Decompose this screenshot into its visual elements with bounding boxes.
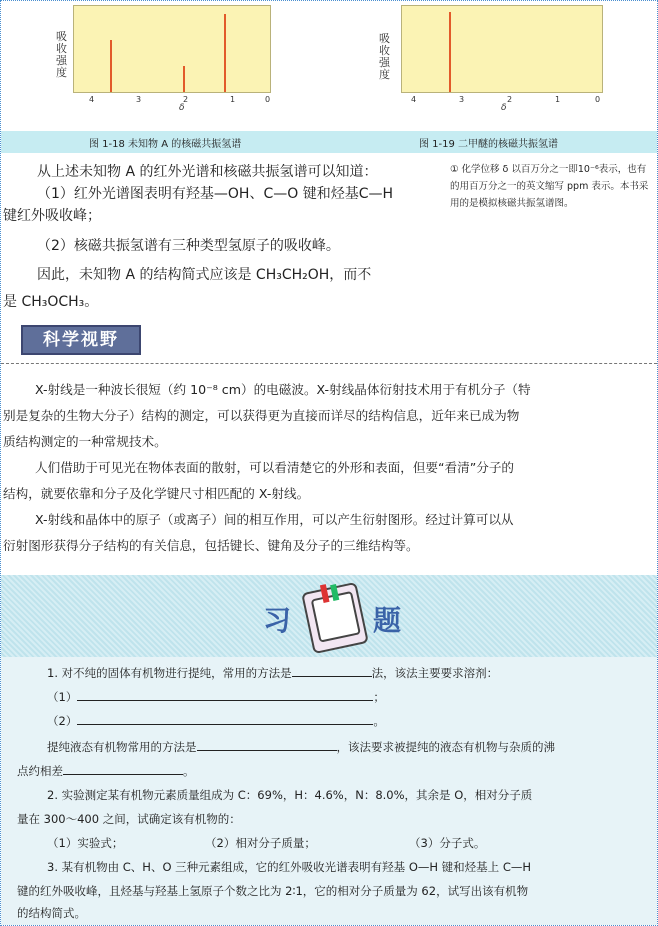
main-paragraph-line: （1）红外光谱图表明有羟基—OH、C—O 键和烃基C—H: [37, 186, 394, 202]
plot-area: [401, 5, 603, 93]
question-1-item-2: （2） 。: [47, 711, 385, 731]
question-2-line: 2. 实验测定某有机物元素质量组成为 C：69%，H：4.6%，N：8.0%，其余是 O，相对分子质: [47, 788, 533, 802]
main-paragraph-line: （2）核磁共振氢谱有三种类型氢原子的吸收峰。: [37, 238, 340, 254]
xray-paragraph-line: 别是复杂的生物大分子）结构的测定，可以获得更为直接而详尽的结构信息，近年来已成为物: [3, 408, 520, 423]
xray-paragraph-line: 衍射图形获得分子结构的有关信息，包括键长、键角及分子的三维结构等。: [3, 538, 419, 553]
xray-paragraph-line: 质结构测定的一种常规技术。: [3, 434, 167, 449]
answer-blank[interactable]: [63, 761, 183, 775]
xray-paragraph-line: 结构，就要依靠和分子及化学键尺寸相匹配的 X-射线。: [3, 486, 310, 501]
figure-caption-1-19: 图 1-19 二甲醚的核磁共振氢谱: [419, 139, 559, 150]
answer-blank[interactable]: [77, 687, 373, 701]
question-1: 1. 对不纯的固体有机物进行提纯，常用的方法是 法，该法主要要求溶剂：: [47, 663, 498, 683]
plot-area: [73, 5, 271, 93]
peak-3.3: [449, 12, 451, 92]
answer-blank[interactable]: [77, 711, 373, 725]
x-axis-label: δ: [501, 103, 507, 113]
xray-paragraph-line: X-射线和晶体中的原子（或离子）间的相互作用，可以产生衍射图形。经过计算可以从: [35, 512, 514, 527]
question-1-liquid-2: 点约相差 。: [17, 761, 195, 781]
main-paragraph-line: 是 CH₃OCH₃。: [3, 294, 99, 310]
xray-paragraph-line: X-射线是一种波长很短（约 10⁻⁸ cm）的电磁波。X-射线晶体衍射技术用于有机分子（特: [35, 382, 531, 397]
answer-blank[interactable]: [292, 663, 372, 677]
exercise-title-right: 题: [373, 604, 402, 637]
xray-paragraph-line: 人们借助于可见光在物体表面的散射，可以看清楚它的外形和表面，但要“看清”分子的: [35, 460, 515, 475]
main-paragraph-line: 键红外吸收峰；: [3, 208, 101, 224]
question-1-item-1: （1） ；: [47, 687, 385, 707]
exercise-title-left: 习: [263, 604, 292, 637]
answer-blank[interactable]: [197, 737, 337, 751]
question-3-line: 的结构简式。: [17, 906, 86, 920]
peak-2.0: [183, 66, 185, 92]
question-2-item: （1）实验式；: [47, 836, 124, 850]
science-view-badge: 科学视野: [21, 325, 141, 355]
peak-1.2: [224, 14, 226, 92]
textbook-page: 吸 收 强 度 4 3 2 1 0 δ 吸 收 强 度 4 3 2 1 0 δ 图 1-18 未知物 A 的核磁共振氢谱 图 1-19 二甲醚的核磁共振氢谱 从上述未知物 A 的红外光谱和核磁共振氢谱可以知道： （1）红外光谱图表明有羟基—OH、C—O 键和烃基C—H 键红外吸收峰； （2）核磁共振氢谱有三种类型氢原子的吸收峰。 因此，未知物 A 的结构简式应该是 CH₃CH₂OH，而不 是 CH₃OCH₃。 ① 化学位移 δ 以百万分之一即10⁻⁶表示，也有的用百万分之一的英文缩写 ppm 表示。本书采用的是模拟核磁共振氢谱图。 科学视野 X-射线是一种波长很短（约 10⁻⁸ cm）的电磁波。X-射线晶体衍射技术用于有机分子（特 别是复杂的生物大分子）结构的测定，可以获得更为直接而详尽的结构信息，近年来已成为物 质结构测定的一种常规技术。 人们借助于可见光在物体表面的散射，可以看清楚它的外形和表面，但要“看清”分子的 结构，就要依靠和分子及化学键尺寸相匹配的 X-射线。 X-射线和晶体中的原子（或离子）间的相互作用，可以产生衍射图形。经过计算可以从 衍射图形获得分子结构的有关信息，包括键长、键角及分子的三维结构等。 习 题 1. 对不纯的固体有机物进行提纯，常用的方法是 法，该法主要要求溶剂： （1） ； （2） 。 提纯液态有机物常用的方法是 ，该法要求被提纯的液态有机物与杂质的沸 点约相差 。 2. 实验测定某有机物元素质量组成为 C：69%，H：4.6%，N：8.0%，其余是 O，相对分子质 量在 300～400 之间，试确定该有机物的： （1）实验式； （2）相对分子质量； （3）分子式。 3. 某有机物由 C、H、O 三种元素组成，它的红外吸收光谱表明有羟基 O—H 键和烃基上 C—H 键的红外吸收峰，且烃基与羟基上氢原子个数之比为 2∶1，它的相对分子质量为 62，试写出该有机物 的结构简式。: [0, 0, 658, 926]
x-axis-label: δ: [179, 103, 185, 113]
question-1-liquid: 提纯液态有机物常用的方法是 ，该法要求被提纯的液态有机物与杂质的沸: [47, 737, 555, 757]
question-2-item: （2）相对分子质量；: [205, 836, 316, 850]
side-footnote: ① 化学位移 δ 以百万分之一即10⁻⁶表示，也有的用百万分之一的英文缩写 ppm 表示。本书采用的是模拟核磁共振氢谱图。: [450, 164, 649, 209]
question-2-line: 量在 300～400 之间，试确定该有机物的：: [17, 812, 241, 826]
section-divider: [1, 363, 657, 364]
question-3-line: 3. 某有机物由 C、H、O 三种元素组成，它的红外吸收光谱表明有羟基 O—H 键和烃基上 C—H: [47, 860, 532, 874]
question-3-line: 键的红外吸收峰，且烃基与羟基上氢原子个数之比为 2∶1，它的相对分子质量为 62，试写出该有机物: [17, 884, 529, 898]
question-2-item: （3）分子式。: [409, 836, 486, 850]
y-axis-label: 吸 收 强 度: [56, 30, 67, 79]
y-axis-label: 吸 收 强 度: [379, 32, 390, 81]
peak-3.6: [110, 40, 112, 92]
main-paragraph-line: 因此，未知物 A 的结构简式应该是 CH₃CH₂OH，而不: [37, 267, 372, 283]
figure-caption-1-18: 图 1-18 未知物 A 的核磁共振氢谱: [89, 139, 242, 150]
main-paragraph-line: 从上述未知物 A 的红外光谱和核磁共振氢谱可以知道：: [37, 164, 378, 180]
